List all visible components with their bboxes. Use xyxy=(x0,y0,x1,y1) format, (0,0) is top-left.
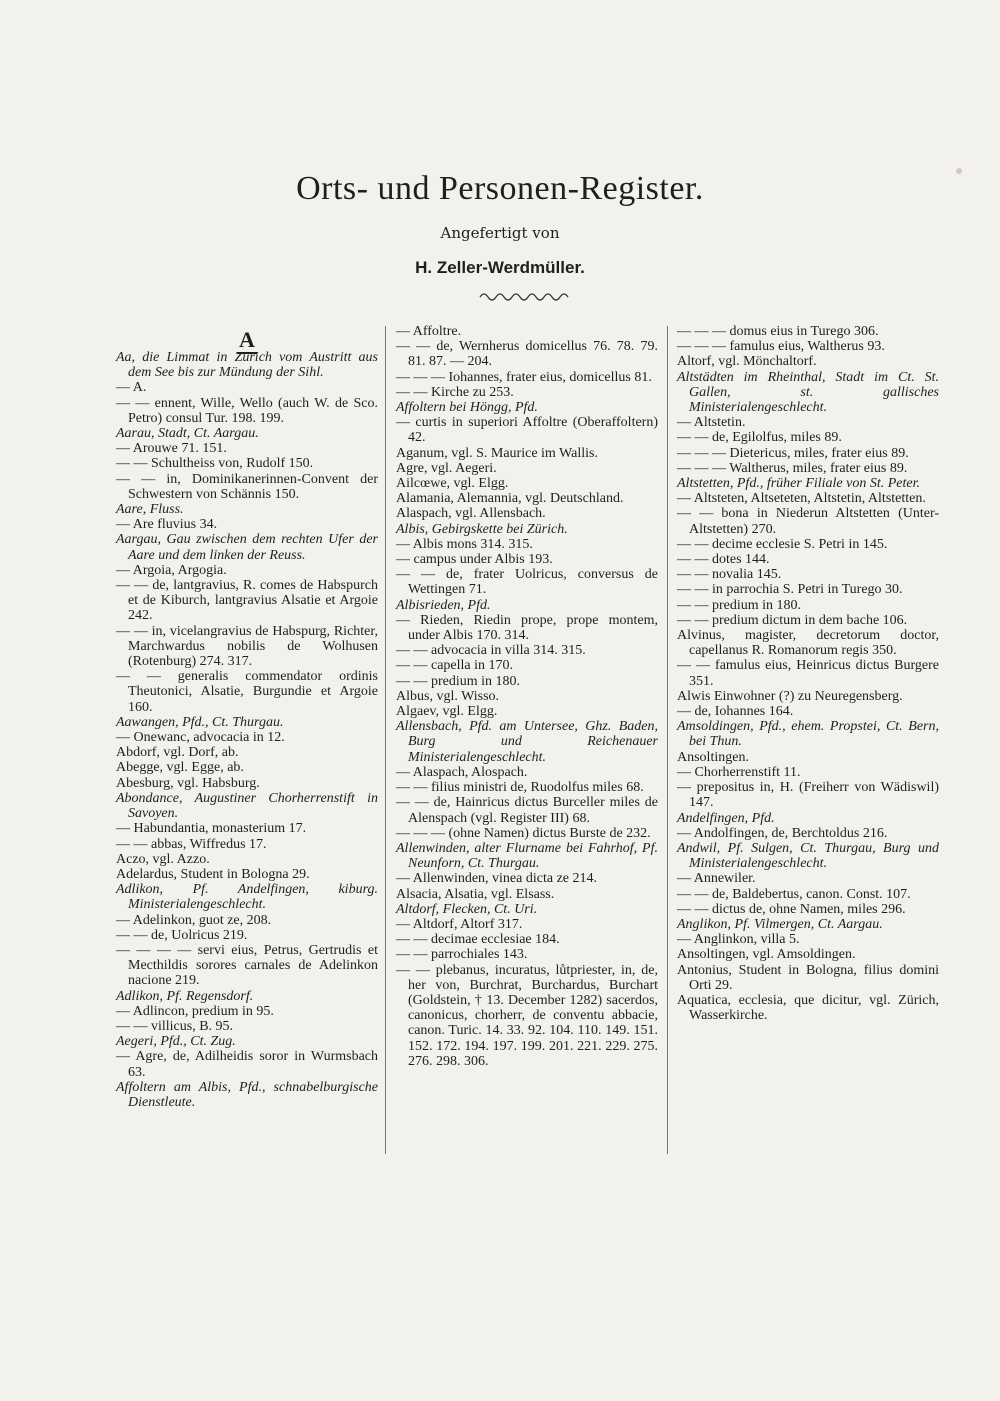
index-entry: — prepositus in, H. (Freiherr von Wädiswil) 147. xyxy=(677,780,939,811)
index-entry: Ailcœwe, vgl. Elgg. xyxy=(396,476,509,492)
index-entry: — Andolfingen, de, Berchtoldus 216. xyxy=(677,825,888,841)
index-column-1 xyxy=(116,327,378,1110)
index-entry: — — de, Wernherus domicellus 76. 78. 79. 81. 87. — 204. xyxy=(396,339,658,370)
index-entry: — Albis mons 314. 315. xyxy=(396,536,533,552)
index-entry: Ansoltingen. xyxy=(677,749,749,765)
index-entry: Agre, vgl. Aegeri. xyxy=(396,460,497,476)
index-entry: — de, Iohannes 164. xyxy=(677,704,794,720)
index-entry: — — generalis commendator ordinis Theutonici, Alsatie, Burgundie et Argoie 160. xyxy=(116,669,378,715)
index-entry: — — de, Uolricus 219. xyxy=(116,927,248,943)
index-entry: — Anglinkon, villa 5. xyxy=(677,932,800,948)
index-entry: — — in, Dominikanerinnen-Convent der Schwestern von Schännis 150. xyxy=(116,471,378,502)
index-entry: Alwis Einwohner (?) zu Neuregensberg. xyxy=(677,688,903,704)
index-entry: Alaspach, vgl. Allensbach. xyxy=(396,506,546,522)
index-entry: — — in, vicelangravius de Habspurg, Richter, Marchwardus nobilis de Wolhusen (Rotenburg) 274. 317. xyxy=(116,623,378,670)
index-entry: — — abbas, Wiffredus 17. xyxy=(116,836,267,852)
index-entry: — — predium dictum in dem bache 106. xyxy=(677,612,908,628)
index-column-2 xyxy=(396,324,658,1069)
index-entry: — Adlincon, predium in 95. xyxy=(116,1003,274,1019)
index-entry: — — filius ministri de, Ruodolfus miles 68. xyxy=(396,780,644,796)
index-entry: Aczo, vgl. Azzo. xyxy=(116,851,210,867)
index-entry: — — — (ohne Namen) dictus Burste de 232. xyxy=(396,825,651,841)
index-column-3 xyxy=(677,324,939,1023)
index-entry: — — — — servi eius, Petrus, Gertrudis et Mecthildis sorores carnales de Adelinkon nacione 219. xyxy=(116,942,378,989)
index-entry: Altstädten im Rheinthal, Stadt im Ct. St. Gallen, st. gallisches Ministerialengeschlecht. xyxy=(677,369,939,416)
index-entry: — — — famulus eius, Waltherus 93. xyxy=(677,339,885,355)
index-entry: — campus under Albis 193. xyxy=(396,552,553,568)
index-entry: Anglikon, Pf. Vilmergen, Ct. Aargau. xyxy=(677,916,883,932)
index-entry: Albus, vgl. Wisso. xyxy=(396,688,500,704)
index-entry: — — predium in 180. xyxy=(396,673,521,689)
index-entry: — Argoia, Argogia. xyxy=(116,562,227,578)
column-divider xyxy=(385,326,386,1154)
index-entry: Adlikon, Pf. Regensdorf. xyxy=(116,988,254,1004)
index-entry: — Altsteten, Altseteten, Altstetin, Altstetten. xyxy=(677,491,926,507)
index-entry: — — de, lantgravius, R. comes de Habspurch et de Kiburch, lantgravius Alsatie et Argoie 242. xyxy=(116,578,378,624)
index-entry: — Affoltre. xyxy=(396,324,462,339)
index-entry: Abesburg, vgl. Habsburg. xyxy=(116,775,260,791)
index-entry: Albis, Gebirgskette bei Zürich. xyxy=(396,521,568,537)
index-entry: — Chorherrenstift 11. xyxy=(677,764,801,780)
index-entry: — A. xyxy=(116,380,147,396)
index-entry: — — — Waltherus, miles, frater eius 89. xyxy=(677,460,908,476)
index-entry: — Alaspach, Alospach. xyxy=(396,764,528,780)
index-entry: — — ennent, Wille, Wello (auch W. de Sco. Petro) consul Tur. 198. 199. xyxy=(116,395,378,426)
index-entry: — Onewanc, advocacia in 12. xyxy=(116,730,285,746)
index-entry: — — — Iohannes, frater eius, domicellus 81. xyxy=(396,369,652,385)
index-entry: Altstetten, Pfd., früher Filiale von St. Peter. xyxy=(677,476,921,492)
index-entry: — — — domus eius in Turego 306. xyxy=(677,324,879,339)
index-entry: — — famulus eius, Heinricus dictus Burgere 351. xyxy=(677,658,939,689)
index-entry: — — de, Hainricus dictus Burceller miles de Alenspach (vgl. Register III) 68. xyxy=(396,795,658,826)
index-entry: Aare, Fluss. xyxy=(116,502,184,518)
index-entry: Allensbach, Pfd. am Untersee, Ghz. Baden, Burg und Reichenauer Ministerialengeschlecht. xyxy=(396,719,658,765)
index-entry: — — advocacia in villa 314. 315. xyxy=(396,643,586,659)
index-entry: — Are fluvius 34. xyxy=(116,517,218,533)
index-entry: — — dotes 144. xyxy=(677,552,770,568)
index-entry: — Adelinkon, guot ze, 208. xyxy=(116,912,272,928)
index-entry: Aegeri, Pfd., Ct. Zug. xyxy=(116,1034,236,1050)
index-entry: Algaev, vgl. Elgg. xyxy=(396,704,498,720)
index-entry: — — decime ecclesie S. Petri in 145. xyxy=(677,536,888,552)
index-entry: Aawangen, Pfd., Ct. Thurgau. xyxy=(116,714,284,730)
index-entry: Aargau, Gau zwischen dem rechten Ufer der Aare und dem linken der Reuss. xyxy=(116,532,378,563)
index-entry: — — parrochiales 143. xyxy=(396,947,528,963)
index-entry: Aganum, vgl. S. Maurice im Wallis. xyxy=(396,445,598,461)
index-entry: — — bona in Niederun Altstetten (Unter-Altstetten) 270. xyxy=(677,506,939,537)
index-entry: Aquatica, ecclesia, que dicitur, vgl. Zürich, Wasserkirche. xyxy=(677,992,939,1024)
index-entry: — — Schultheiss von, Rudolf 150. xyxy=(116,456,314,472)
author-name: H. Zeller-Werdmüller. xyxy=(415,258,585,277)
index-entry: Abondance, Augustiner Chorherrenstift in Savoyen. xyxy=(116,790,378,822)
page-subtitle: Angefertigt von xyxy=(440,224,560,242)
index-entry: Andwil, Pf. Sulgen, Ct. Thurgau, Burg und Ministerialengeschlecht. xyxy=(677,840,939,872)
entry-list xyxy=(116,350,378,1110)
index-entry: Adlikon, Pf. Andelfingen, kiburg. Ministerialengeschlecht. xyxy=(116,882,378,913)
page-title: Orts- und Personen-Register. xyxy=(296,170,704,207)
index-entry: — — villicus, B. 95. xyxy=(116,1018,234,1034)
index-entry: — — predium in 180. xyxy=(677,597,802,613)
index-entry: Alsacia, Alsatia, vgl. Elsass. xyxy=(396,886,555,902)
index-entry: — Allenwinden, vinea dicta ze 214. xyxy=(396,871,597,887)
index-entry: — curtis in superiori Affoltre (Oberaffoltern) 42. xyxy=(396,415,658,446)
index-entry: — — Kirche zu 253. xyxy=(396,384,514,400)
index-entry: — — de, frater Uolricus, conversus de Wettingen 71. xyxy=(396,567,658,598)
index-entry: — — dictus de, ohne Namen, miles 296. xyxy=(677,901,906,917)
index-entry: — Annewiler. xyxy=(677,871,756,887)
index-entry: Antonius, Student in Bologna, filius domini Orti 29. xyxy=(677,962,939,993)
index-entry: Amsoldingen, Pfd., ehem. Propstei, Ct. Bern, bei Thun. xyxy=(677,719,939,750)
index-entry: — — — Dietericus, miles, frater eius 89. xyxy=(677,445,909,461)
index-entry: Ansoltingen, vgl. Amsoldingen. xyxy=(677,947,856,963)
index-entry: — Altstetin. xyxy=(677,415,746,431)
index-entry: Albisrieden, Pfd. xyxy=(396,597,491,613)
index-entry: Adelardus, Student in Bologna 29. xyxy=(116,866,310,882)
index-entry: Altorf, vgl. Mönchaltorf. xyxy=(677,354,817,370)
column-divider xyxy=(667,326,668,1154)
index-entry: — — de, Baldebertus, canon. Const. 107. xyxy=(677,886,911,902)
index-entry: Affoltern bei Höngg, Pfd. xyxy=(396,400,538,416)
index-entry: — Arouwe 71. 151. xyxy=(116,441,227,457)
index-entry: Alvinus, magister, decretorum doctor, capellanus R. Romanorum regis 350. xyxy=(677,628,939,659)
section-letter: A xyxy=(239,327,255,352)
index-entry: — Rieden, Riedin prope, prope montem, under Albis 170. 314. xyxy=(396,612,658,644)
index-entry: Allenwinden, alter Flurname bei Fahrhof, Pf. Neunforn, Ct. Thurgau. xyxy=(396,840,658,872)
index-entry: Aarau, Stadt, Ct. Aargau. xyxy=(116,426,259,442)
wavy-ornament xyxy=(478,288,574,302)
index-entry: Abegge, vgl. Egge, ab. xyxy=(116,760,244,776)
index-entry: — Agre, de, Adilheidis soror in Wurmsbach 63. xyxy=(116,1049,378,1080)
index-entry: — — in parrochia S. Petri in Turego 30. xyxy=(677,582,903,598)
index-entry: — — plebanus, incuratus, lůtpriester, in, de, her von, Burchrat, Burchardus, Burchart (Goldstein, † 13. December 1282) sacerdos, canonicus, chorherr, de conventu abbacie, canon. Turic. 14. 33. 92. 104. 110. 149. 151. 152. 172. 194. 197. 199. 201. 221. 229. 275. 276. 298. 306. xyxy=(396,962,658,1069)
index-entry: — Habundantia, monasterium 17. xyxy=(116,821,307,837)
index-entry: — — novalia 145. xyxy=(677,567,782,583)
index-entry: Abdorf, vgl. Dorf, ab. xyxy=(116,745,239,761)
index-entry: — — de, Egilolfus, miles 89. xyxy=(677,430,842,446)
index-entry: Aa, die Limmat in Zürich vom Austritt aus dem See bis zur Mündung der Sihl. xyxy=(116,350,378,381)
index-entry: Altdorf, Flecken, Ct. Uri. xyxy=(396,901,538,917)
index-entry: — Altdorf, Altorf 317. xyxy=(396,916,523,932)
index-entry: Affoltern am Albis, Pfd., schnabelburgische Dienstleute. xyxy=(116,1079,378,1110)
entry-list xyxy=(677,324,939,1023)
index-entry: — — decimae ecclesiae 184. xyxy=(396,932,560,948)
index-entry: Alamania, Alemannia, vgl. Deutschland. xyxy=(396,491,624,507)
index-entry: Andelfingen, Pfd. xyxy=(677,810,775,826)
entry-list xyxy=(396,324,658,1069)
index-entry: — — capella in 170. xyxy=(396,658,514,674)
